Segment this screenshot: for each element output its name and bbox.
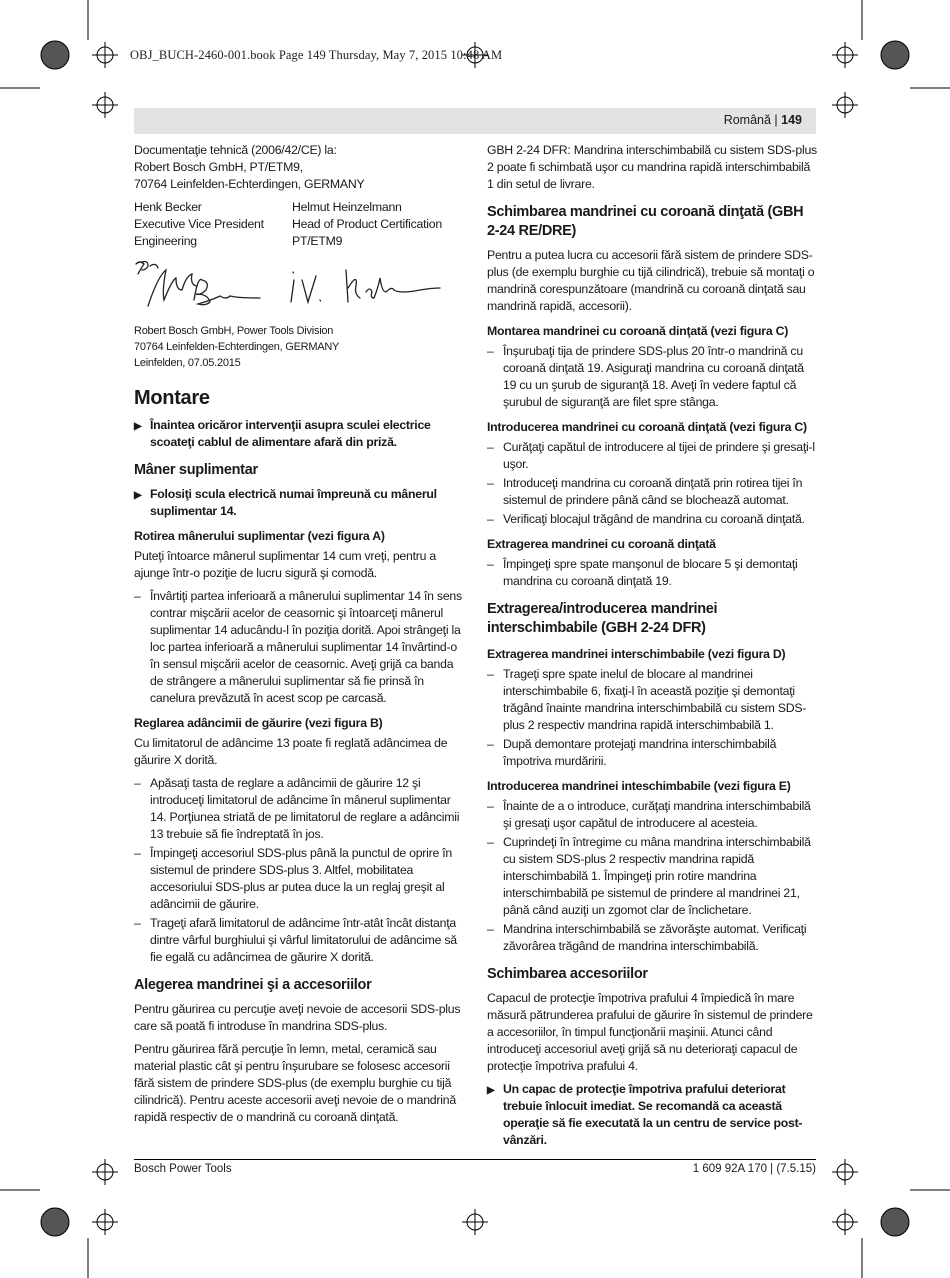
heading-accesorii: Schimbarea accesoriilor [487, 966, 648, 982]
paragraph: Cu limitatorul de adâncime 13 poate fi reglată adâncimea de găurire X dorită. [134, 736, 448, 767]
heading-alegerea: Alegerea mandrinei şi a accesoriilor [134, 977, 372, 993]
triangle-bullet-icon: ▶ [487, 1085, 495, 1096]
division-line: Robert Bosch GmbH, Power Tools Division [134, 325, 334, 337]
dash-bullet: – [487, 922, 494, 936]
dash-bullet: – [134, 916, 141, 930]
list-item-text: Verificaţi blocajul trăgând de mandrina cu coroană dinţată. [503, 512, 805, 526]
page-header-bar [134, 108, 816, 134]
signatory-1 [134, 199, 292, 250]
list-item [487, 439, 817, 473]
heading-maner: Mâner suplimentar [134, 462, 258, 478]
dash-bullet: – [487, 344, 494, 358]
triangle-bullet-icon: ▶ [134, 421, 142, 432]
doc-line: Documentaţie tehnică (2006/42/CE) la: [134, 143, 337, 157]
heading-montare: Montare [134, 387, 210, 409]
paragraph: Pentru găurirea fără percuţie în lemn, metal, ceramică sau material plastic cât şi pentru înşurubare se folosesc accesorii fără sistem de prindere SDS-plus (de exemplu burghie cu tijă cilindrică). Pentru aceste accesorii aveţi nevoie de o mandrină rapidă respectiv de o mandrină cu coroană dinţată. [134, 1042, 456, 1124]
safety-warning [134, 486, 464, 520]
paragraph: Pentru găurirea cu percuţie aveţi nevoie de accesorii SDS-plus care să poată fi introduse în mandrina SDS-plus. [134, 1002, 461, 1033]
list-item [487, 666, 817, 734]
dash-bullet: – [487, 835, 494, 849]
division-line: Leinfelden, 07.05.2015 [134, 357, 241, 369]
heading-reglarea: Reglarea adâncimii de găurire (vezi figura B) [134, 716, 383, 730]
list-item-text: Trageţi spre spate inelul de blocare al mandrinei interschimbabile 6, fixaţi-l în această poziţie şi demontaţi trăgând înainte mandrina interschimbabilă cu sistem SDS-plus 2 respectiv mandrina rapidă interschimbabilă 1. [503, 667, 807, 732]
signatory-title: Executive Vice President [134, 217, 264, 231]
dash-bullet: – [134, 589, 141, 603]
footer-doc-number: 1 609 92A 170 | (7.5.15) [692, 1163, 816, 1175]
list-item-text: Împingeţi accesoriul SDS-plus până la punctul de oprire în sistemul de prindere SDS-plus 3. Altfel, mobilitatea accesoriului SDS-plus ar putea duce la un reglaj greşit al adâncimii de găurire. [150, 846, 452, 911]
safety-warning [134, 417, 464, 451]
dash-bullet: – [487, 512, 494, 526]
heading-introducerea: Introducerea mandrinei cu coroană dinţată (vezi figura C) [487, 420, 807, 434]
safety-warning [487, 1081, 817, 1149]
list-item [487, 475, 817, 509]
doc-line: Robert Bosch GmbH, PT/ETM9, [134, 160, 303, 174]
warning-text: Înaintea oricăror intervenţii asupra sculei electrice scoateţi cablul de alimentare afară din priză. [150, 418, 431, 449]
dash-bullet: – [487, 476, 494, 490]
list-item-text: Introduceţi mandrina cu coroană dinţată prin rotirea tijei în sistemul de prindere până când se blochează automat. [503, 476, 803, 507]
right-column [487, 142, 817, 1155]
paragraph: Pentru a putea lucra cu accesorii fără sistem de prindere SDS-plus (de exemplu burghie cu tijă cilindrică), trebuie să montaţi o mandrină corespunzătoare (mandrină cu coroană dinţată sau mandrină rapidă, accesorii). [487, 248, 815, 313]
doc-block [134, 142, 464, 193]
list-item-text: După demontare protejaţi mandrina interschimbabilă împotriva murdăririi. [503, 737, 777, 768]
list-item-text: Cuprindeţi în întregime cu mâna mandrina interschimbabilă cu sistem SDS-plus 2 respectiv mandrina rapidă interschimbabilă 1. Împingeţi prin rotire mandrina interschimbabilă pe sistemul de prindere al mandrinei 21, până când auziţi un zgomot clar de înclichetare. [503, 835, 811, 917]
dash-bullet: – [487, 667, 494, 681]
division-line: 70764 Leinfelden-Echterdingen, GERMANY [134, 341, 340, 353]
heading-extragerea: Extragerea mandrinei cu coroană dinţată [487, 537, 716, 551]
dash-bullet: – [134, 776, 141, 790]
handwritten-signatures [134, 258, 464, 314]
signatory-name: Henk Becker [134, 200, 202, 214]
heading-rotirea: Rotirea mânerului suplimentar (vezi figura A) [134, 529, 385, 543]
signatories [134, 199, 464, 250]
list-item-text: Învârtiţi partea inferioară a mânerului suplimentar 14 în sens contrar mişcării acelor de ceasornic şi întoarceţi mânerul suplimentar 14 aducându-l în poziţia dorită. Apoi strângeţi la loc partea inferioară a mânerului suplimentar 14 învârtind-o în sensul mişcării acelor de ceasornic. Aveţi grijă ca banda de strângere a mânerului suplimentar să fie prinsă în canelura prevăzută în acest scop pe carcasă. [150, 589, 462, 705]
list-item [134, 915, 464, 966]
header-language: Română [723, 113, 771, 127]
list-item-text: Mandrina interschimbabilă se zăvorăşte automat. Verificaţi zăvorârea trăgând de mandrina interschimbabilă. [503, 922, 807, 953]
print-header: OBJ_BUCH-2460-001.book Page 149 Thursday, May 7, 2015 10:48 AM [130, 48, 503, 62]
dash-bullet: – [134, 846, 141, 860]
header-page-number: 149 [781, 113, 802, 127]
dash-bullet: – [487, 799, 494, 813]
warning-text: Un capac de protecţie împotriva prafului deteriorat trebuie înlocuit imediat. Se recomandă ca această operaţie să fie executată la un centru de service post-vânzări. [503, 1082, 803, 1147]
left-column [134, 142, 464, 1132]
footer-rule [134, 1159, 816, 1160]
heading-schimbarea: Schimbarea mandrinei cu coroană dinţată (GBH 2-24 RE/DRE) [487, 204, 804, 239]
paragraph: Capacul de protecţie împotriva prafului 4 împiedică în mare măsură pătrunderea prafului de găurire în sistemul de prindere a accesoriilor, în timpul funcţionării maşinii. Atunci când introduceţi accesoriul aveţi grijă să nu deterioraţi capacul de protecţie împotriva prafului 4. [487, 991, 813, 1073]
list-item [134, 845, 464, 913]
list-item-text: Împingeţi spre spate manşonul de blocare 5 şi demontaţi mandrina cu coroană dinţată 19. [503, 557, 798, 588]
signatory-dept: Engineering [134, 234, 197, 248]
list-item [134, 588, 464, 707]
signatory-name: Helmut Heinzelmann [292, 200, 402, 214]
paragraph: GBH 2-24 DFR: Mandrina interschimbabilă cu sistem SDS-plus 2 poate fi schimbată uşor cu mandrina rapidă interschimbabilă 1 din setul de livrare. [487, 143, 817, 191]
signatory-2 [292, 199, 464, 250]
triangle-bullet-icon: ▶ [134, 490, 142, 501]
list-item-text: Trageţi afară limitatorul de adâncime într-atât încât distanţa dintre vârful burghiului şi vârful limitatorului de adâncime să fie egală cu adâncimea de găurire X dorită. [150, 916, 457, 964]
footer-brand: Bosch Power Tools [134, 1163, 232, 1175]
list-item [134, 775, 464, 843]
division-block [134, 323, 464, 371]
list-item-text: Înşurubaţi tija de prindere SDS-plus 20 într-o mandrină cu coroană dinţată 19. Asiguraţi mandrina cu coroană dinţată 19 cu un şurub de siguranţă 18. Aveţi în vedere faptul că şurubul de siguranţă are filet spre stânga. [503, 344, 804, 409]
heading-extragerea-interschimbabile: Extragerea mandrinei interschimbabile (vezi figura D) [487, 647, 786, 661]
warning-text: Folosiţi scula electrică numai împreună cu mânerul suplimentar 14. [150, 487, 437, 518]
heading-introducerea-interschimbabile: Introducerea mandrinei inteschimbabile (vezi figura E) [487, 779, 791, 793]
page-header-text: Română | 149 [723, 113, 802, 127]
doc-line: 70764 Leinfelden-Echterdingen, GERMANY [134, 177, 365, 191]
list-item [487, 736, 817, 770]
signatory-title: Head of Product Certification [292, 217, 442, 231]
paragraph: Puteţi întoarce mânerul suplimentar 14 cum vreţi, pentru a ajunge într-o poziţie de lucru sigură şi comodă. [134, 549, 436, 580]
list-item [487, 556, 817, 590]
list-item [487, 921, 817, 955]
signatory-dept: PT/ETM9 [292, 234, 343, 248]
list-item [487, 511, 817, 528]
heading-extragerea-introducerea: Extragerea/introducerea mandrinei interschimbabile (GBH 2-24 DFR) [487, 601, 718, 636]
dash-bullet: – [487, 440, 494, 454]
list-item-text: Apăsaţi tasta de reglare a adâncimii de găurire 12 şi introduceţi limitatorul de adâncime în mânerul suplimentar 14. Porţiunea striată de pe limitatorul de reglare a adâncimii 13 trebuie să fie îndreptată în jos. [150, 776, 460, 841]
list-item-text: Înainte de a o introduce, curăţaţi mandrina interschimbabilă şi gresaţi uşor capătul de introducere al acesteia. [503, 799, 811, 830]
list-item [487, 343, 817, 411]
list-item-text: Curăţaţi capătul de introducere al tijei de prindere şi gresaţi-l uşor. [503, 440, 815, 471]
heading-montarea: Montarea mandrinei cu coroană dinţată (vezi figura C) [487, 324, 789, 338]
dash-bullet: – [487, 557, 494, 571]
list-item [487, 798, 817, 832]
dash-bullet: – [487, 737, 494, 751]
list-item [487, 834, 817, 919]
